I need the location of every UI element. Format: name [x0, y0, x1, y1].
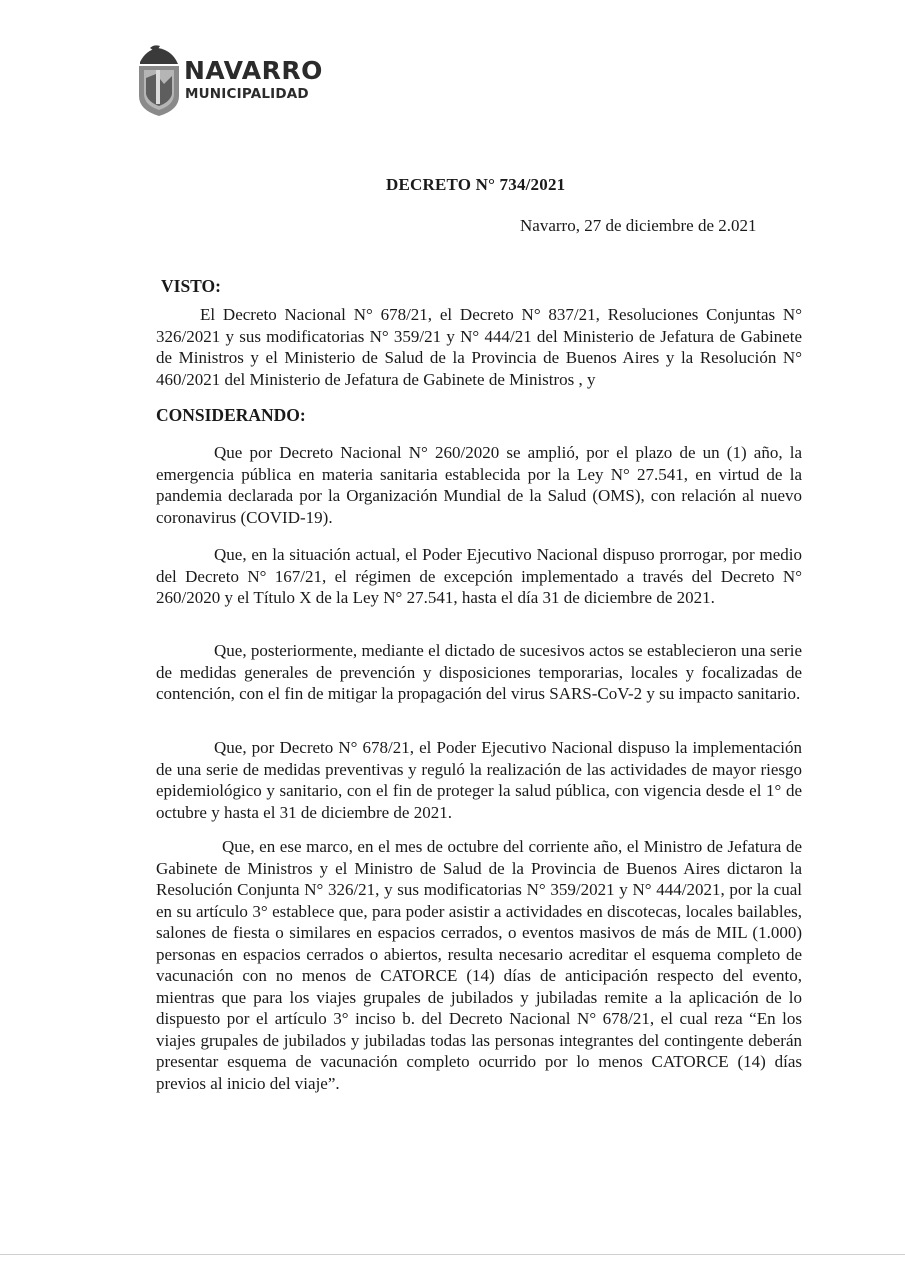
logo-title: NAVARRO [184, 56, 323, 85]
visto-heading: VISTO: [161, 276, 221, 296]
visto-paragraph: El Decreto Nacional N° 678/21, el Decreto N° 837/21, Resoluciones Conjuntas N° 326/2021 y sus modificatorias N° 359/21 y N° 444/21 del Ministerio de Jefatura de Gabinete de Ministros y el Ministerio de Salud de la Provincia de Buenos Aires y la Resolución N° 460/2021 del Ministerio de Jefatura de Gabinete de Ministros , y [156, 305, 802, 389]
considerando-paragraph-3: Que, posteriormente, mediante el dictado de sucesivos actos se establecieron una serie de medidas generales de prevención y disposiciones temporarias, locales y focalizadas de contención, con el fin de mitigar la propagación del virus SARS-CoV-2 y su impacto sanitario. [156, 641, 802, 703]
considerando-paragraph-2: Que, en la situación actual, el Poder Ejecutivo Nacional dispuso prorrogar, por medio del Decreto N° 167/21, el régimen de excepción implementado a través del Decreto N° 260/2020 y el Título X de la Ley N° 27.541, hasta el día 31 de diciembre de 2021. [156, 545, 802, 607]
municipal-crest-icon [136, 44, 182, 116]
municipality-logo [136, 44, 336, 118]
place-date: Navarro, 27 de diciembre de 2.021 [520, 216, 757, 235]
page-edge-line [0, 1254, 905, 1255]
decree-title: DECRETO N° 734/2021 [386, 175, 566, 194]
considerando-paragraph-1: Que por Decreto Nacional N° 260/2020 se amplió, por el plazo de un (1) año, la emergencia pública en materia sanitaria establecida por la Ley N° 27.541, en virtud de la pandemia declarada por la Organización Mundial de la Salud (OMS), con relación al nuevo coronavirus (COVID-19). [156, 443, 802, 527]
considerando-paragraph-5: Que, en ese marco, en el mes de octubre del corriente año, el Ministro de Jefatura de Gabinete de Ministros y el Ministro de Salud de la Provincia de Buenos Aires dictaron la Resolución Conjunta N° 326/21, y sus modificatorias N° 359/2021 y N° 444/2021, por la cual en su artículo 3° establece que, para poder asistir a actividades en discotecas, locales bailables, salones de fiesta o similares en espacios cerrados, o eventos masivos de más de MIL (1.000) personas en espacios cerrados o abiertos, resulta necesario acreditar el esquema completo de vacunación con no menos de CATORCE (14) días de anticipación respecto del evento, mientras que para los viajes grupales de jubilados y jubiladas remite a la aplicación de lo dispuesto por el artículo 3° inciso b. del Decreto Nacional N° 678/21, el cual reza “En los viajes grupales de jubilados y jubiladas todas las personas integrantes del contingente deberán presentar esquema de vacunación completo ocurrido por lo menos CATORCE (14) días previos al inicio del viaje”. [156, 837, 802, 1093]
considerando-heading: CONSIDERANDO: [156, 405, 306, 425]
considerando-paragraph-4: Que, por Decreto N° 678/21, el Poder Ejecutivo Nacional dispuso la implementación de una serie de medidas preventivas y reguló la realización de las actividades de mayor riesgo epidemiológico y sanitario, con el fin de proteger la salud pública, con vigencia desde el 1° de octubre y hasta el 31 de diciembre de 2021. [156, 738, 802, 822]
logo-subtitle: MUNICIPALIDAD [185, 86, 309, 102]
